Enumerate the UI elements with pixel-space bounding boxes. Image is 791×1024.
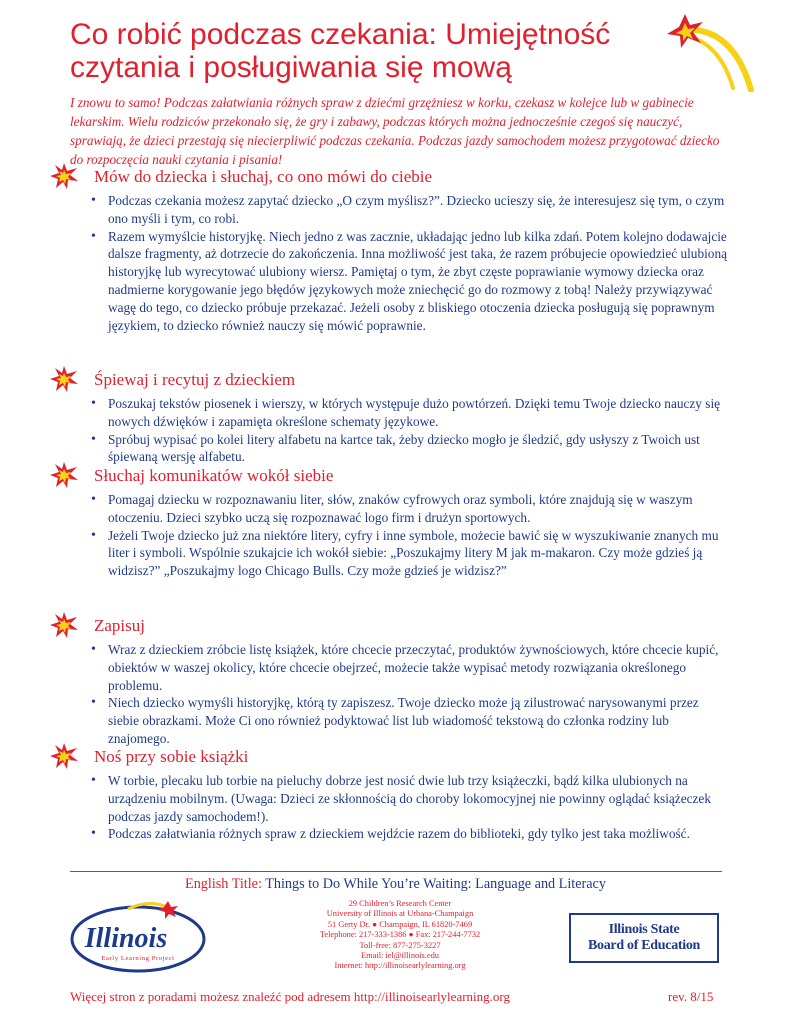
starburst-bullet-icon xyxy=(50,462,78,488)
section-title: Śpiewaj i recytuj z dzieckiem xyxy=(94,370,296,389)
section-title: Słuchaj komunikatów wokół siebie xyxy=(94,466,334,485)
more-tips-text: Więcej stron z poradami możesz znaleźć pod adresem http://illinoisearlylearning.org xyxy=(70,989,510,1004)
shooting-star-icon xyxy=(655,12,765,92)
contact-line: 29 Children’s Research Center xyxy=(348,899,452,908)
footer-divider xyxy=(70,871,722,872)
section-title: Mów do dziecka i słuchaj, co ono mówi do ciebie xyxy=(94,167,433,186)
isbe-line-1: Illinois State xyxy=(608,922,680,937)
starburst-bullet-icon xyxy=(50,612,78,638)
contact-line: Toll-free: 877-275-3227 xyxy=(359,940,441,950)
list-item: • Poszukaj tekstów piosenek i wierszy, w których występuje dużo powtórzeń. Dzięki temu Twoje dziecko nauczy się nowych dźwięków i zapamięta określone schematy językowe. xyxy=(50,395,730,431)
svg-text:Early Learning Project: Early Learning Project xyxy=(101,955,175,962)
starburst-bullet-icon xyxy=(50,743,78,769)
title-line-1: Co robić podczas czekania: Umiejętność xyxy=(70,18,611,51)
title-line-2: czytania i posługiwania się mową xyxy=(70,51,512,84)
contact-line: University of Illinois at Urbana-Champaign xyxy=(326,909,474,919)
intro-paragraph: I znowu to samo! Podczas załatwiania różnych spraw z dziećmi grzężniesz w korku, czekasz w kolejce lub w gabinecie lekarskim. Wielu rodziców przekonało się, że gry i zabawy, podczas których można jednocześnie czegoś się nauczyć, sprawiają, że dzieci przestają się niecierpliwić podczas czekania. Podczas jazdy samochodem możesz przygotować dziecko do rozpoczęcia nauki czytania i pisania! xyxy=(70,95,720,167)
list-item: • Spróbuj wypisać po kolei litery alfabetu na kartce tak, żeby dziecko mogło je śledzić, gdy usłyszy z Twoich ust śpiewaną wersję alfabetu. xyxy=(50,431,730,467)
list-item: • Podczas czekania możesz zapytać dziecko „O czym myślisz?”. Dziecko ucieszy się, że interesujesz się tym, o czym ono myśli i tym, co robi. xyxy=(50,192,730,228)
starburst-bullet-icon xyxy=(50,163,78,189)
section-sing-recite xyxy=(50,369,730,466)
contact-email: Email: iel@illinois.edu xyxy=(361,951,439,961)
list-item: • W torbie, plecaku lub torbie na pieluchy dobrze jest nosić dwie lub trzy książeczki, bądź kilka ulubionych na urządzeniu mobilnym. (Uwaga: Dzieci ze skłonnością do choroby lokomocyjnej nie powinny oglądać książeczek podczas jazdy samochodem!). xyxy=(50,772,730,825)
bullet-list xyxy=(50,395,730,466)
english-title xyxy=(0,875,791,893)
contact-website: Internet: http://illinoisearlylearning.org xyxy=(334,961,466,971)
list-item: • Razem wymyślcie historyjkę. Niech jedno z was zacznie, układając jedno lub kilka zdań. Potem kolejno dodawajcie dalsze fragmenty, aż dotrzecie do zakończenia. Inna możliwość jest taka, że razem próbujecie opowiedzieć ulubioną historyjkę lub wyrecytować ulubiony wiersz. Pamiętaj o tym, że zbyt częste poprawianie wymowy dziecka oraz nadmierne korygowanie jego błędów językowych może zniechęcić go do rozmowy z tobą! Należy przywiązywać wagę do tego, co dziecko próbuje przekazać. Jeżeli osoby z bliskiego otoczenia dziecka posługują się poprawnym językiem, to dziecko również nauczy się mówić poprawnie. xyxy=(50,228,730,335)
section-listen-messages xyxy=(50,465,730,580)
list-item: • Jeżeli Twoje dziecko już zna niektóre litery, cyfry i inne symbole, możecie bawić się w wyszukiwanie znanych mu liter i symboli. Wspólnie szukajcie ich wokół siebie: „Poszukajmy litery M jak m-makaron. Czy może gdzieś ją widzisz?” „Poszukajmy logo Chicago Bulls. Czy może gdzieś je widzisz?” xyxy=(50,527,730,580)
list-item: • Niech dziecko wymyśli historyjkę, którą ty zapiszesz. Twoje dziecko może ją zilustrować narysowanymi przez siebie obrazkami. Może Ci ono również podyktować list lub wiadomość tekstową do członka rodziny lub znajomego. xyxy=(50,694,730,747)
english-title-value: Things to Do While You’re Waiting: Language and Literacy xyxy=(265,876,606,892)
section-title: Zapisuj xyxy=(94,616,145,635)
section-carry-books xyxy=(50,746,730,843)
section-title: Noś przy sobie książki xyxy=(94,747,249,766)
contact-info xyxy=(290,899,510,972)
illinois-early-learning-logo xyxy=(68,895,218,975)
contact-line: Telephone: 217-333-1386 ● Fax: 217-244-7732 xyxy=(319,930,481,940)
bullet-list xyxy=(50,491,730,580)
section-talk-listen xyxy=(50,166,730,334)
list-item: • Pomagaj dziecku w rozpoznawaniu liter, słów, znaków cyfrowych oraz symboli, które znajdują się w waszym otoczeniu. Dzieci szybko uczą się rozpoznawać logo firm i drużyn sportowych. xyxy=(50,491,730,527)
english-title-label: English Title: xyxy=(185,876,262,892)
svg-text:Illinois: Illinois xyxy=(84,923,168,954)
list-item: • Podczas załatwiania różnych spraw z dzieckiem wejdźcie razem do biblioteki, gdy tylko jest taka możliwość. xyxy=(50,825,730,843)
section-write-down xyxy=(50,615,730,748)
starburst-bullet-icon xyxy=(50,366,78,392)
isbe-logo xyxy=(569,913,719,963)
revision-label: rev. 8/15 xyxy=(668,989,714,1004)
bullet-list xyxy=(50,772,730,843)
list-item: • Wraz z dzieckiem zróbcie listę książek, które chcecie przeczytać, produktów żywnościowych, które chcecie kupić, obiektów w waszej okolicy, które chcecie obejrzeć, możecie także wypisać metody rozwiązania określonego problemu. xyxy=(50,641,730,694)
isbe-line-2: Board of Education xyxy=(587,938,701,953)
page-title xyxy=(70,18,670,84)
bullet-list xyxy=(50,641,730,748)
bullet-list xyxy=(50,192,730,334)
contact-line: 51 Gerty Dr. ● Champaign, IL 61820-7469 xyxy=(327,919,473,929)
